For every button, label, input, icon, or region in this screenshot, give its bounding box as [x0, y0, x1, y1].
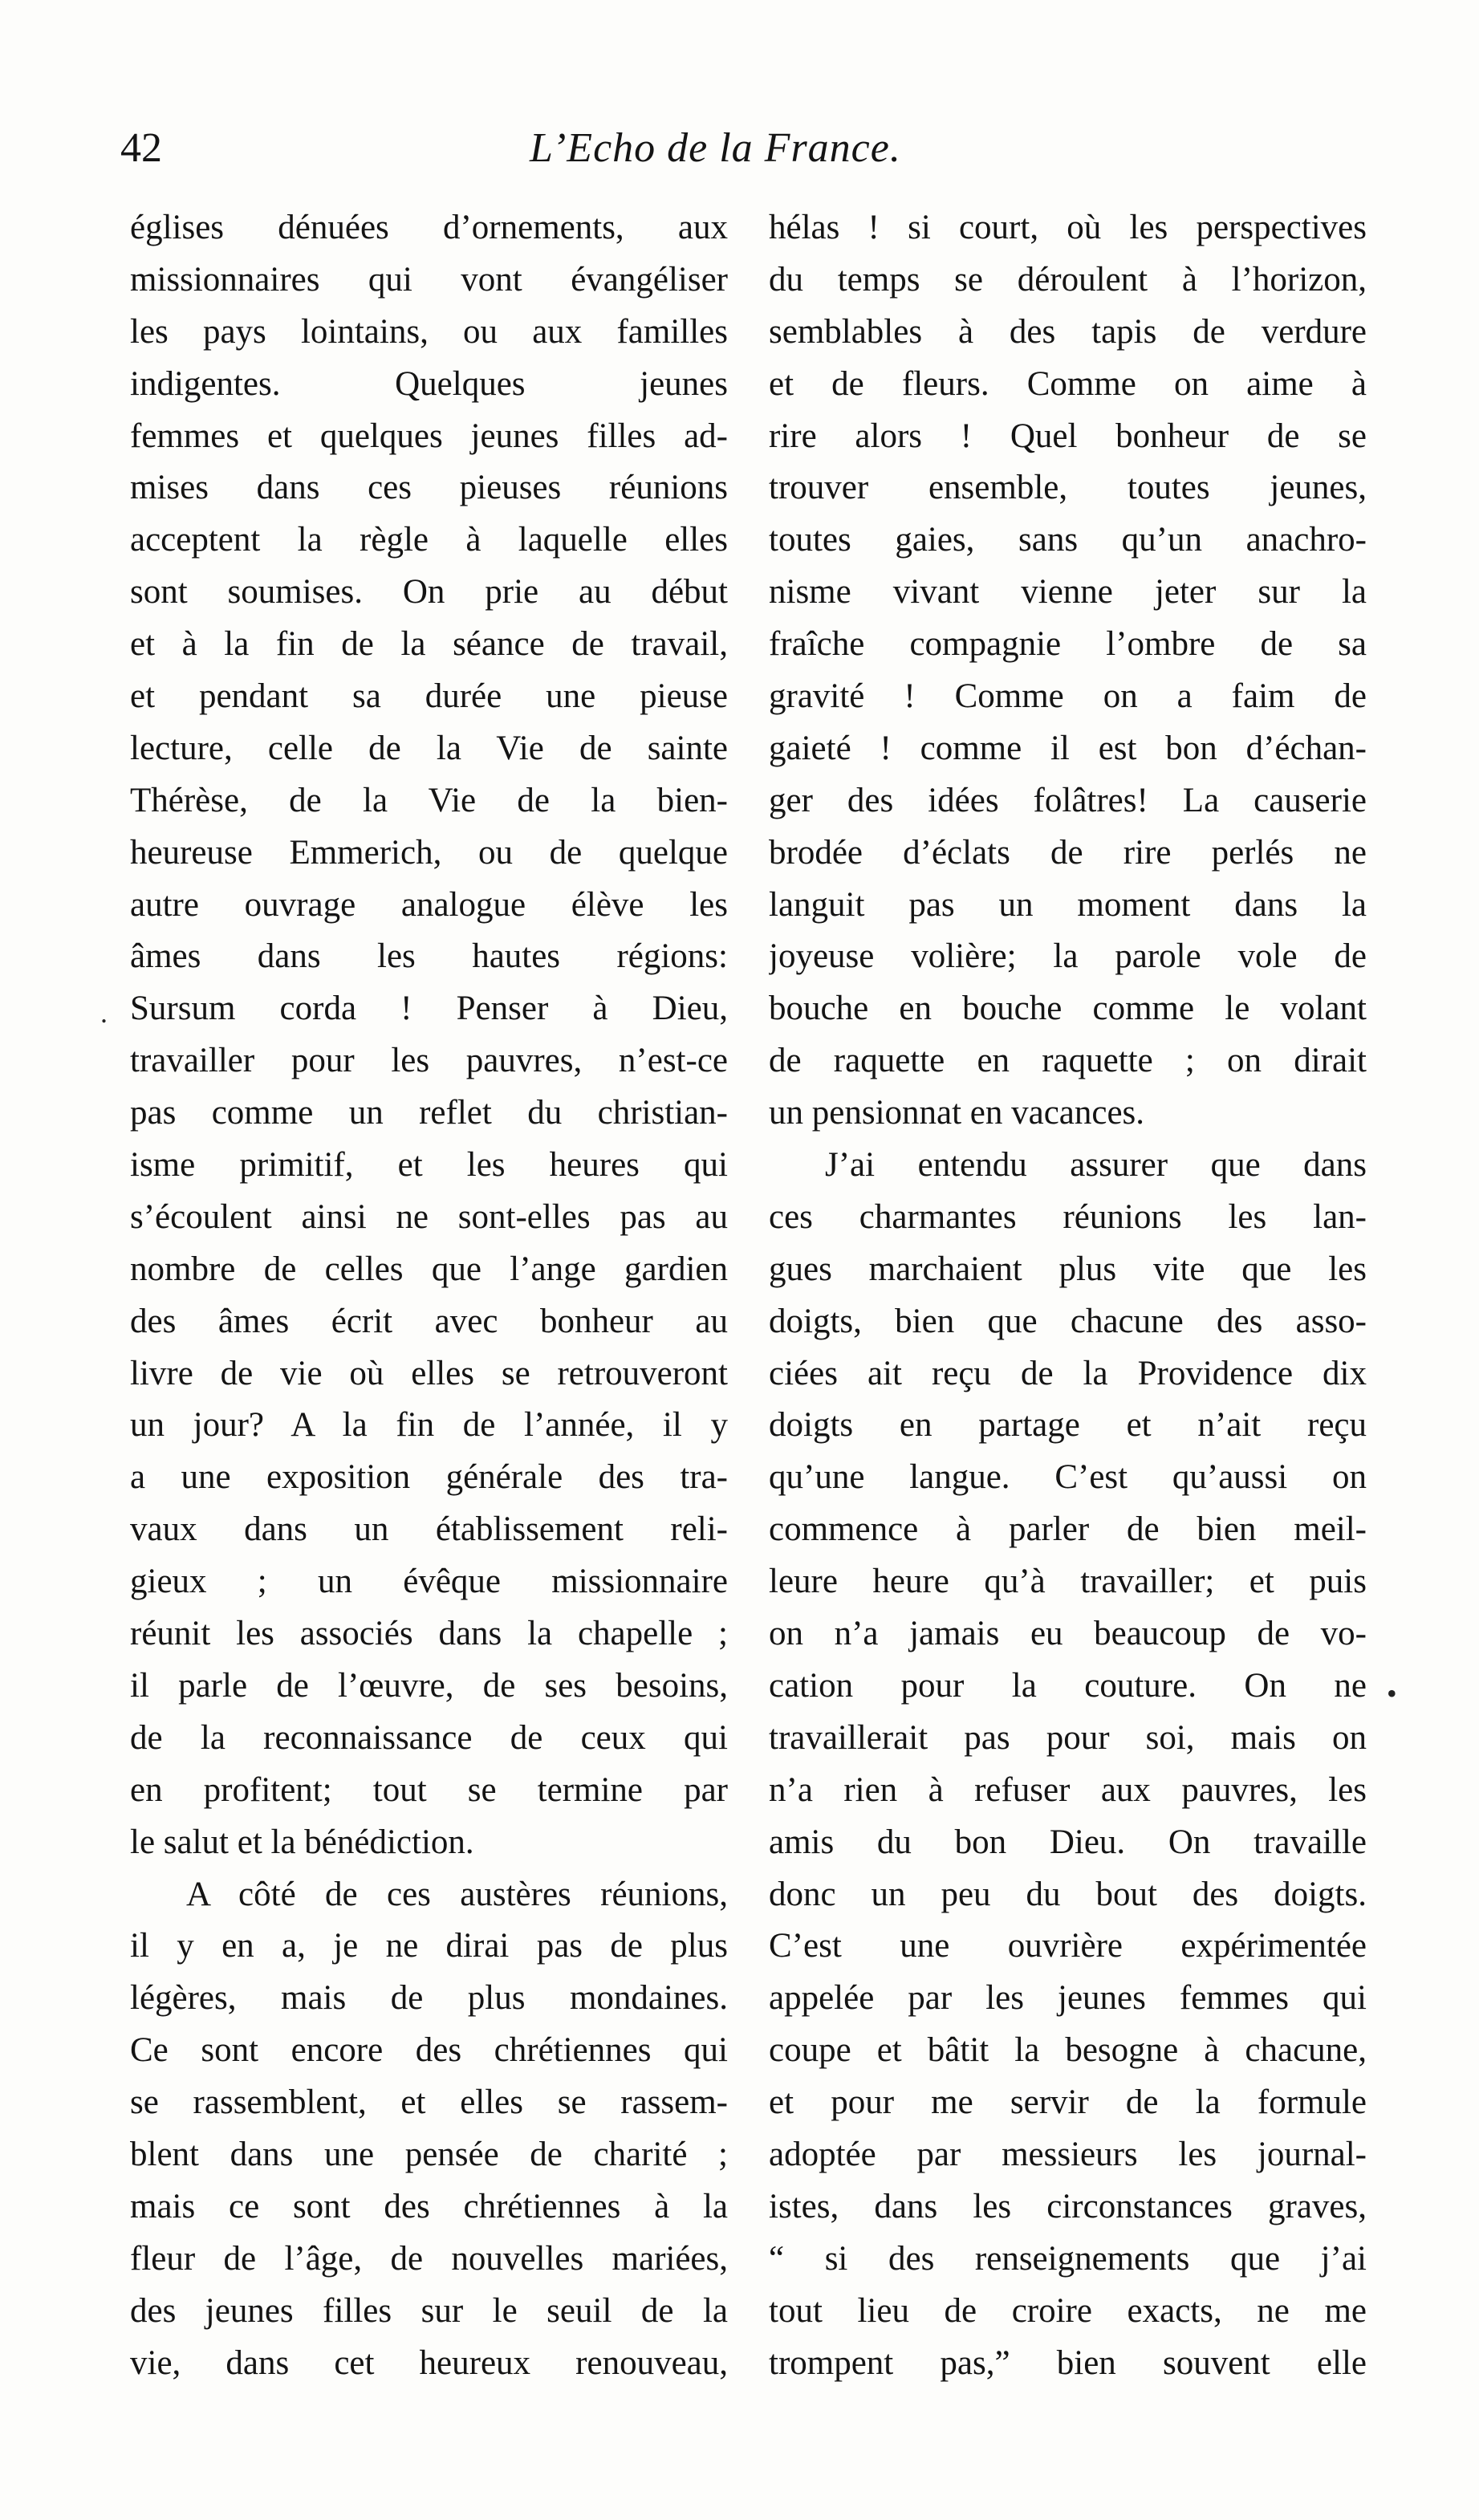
text-line: C’est une ouvrière expérimentée	[769, 1927, 1367, 1965]
text-line: adoptée par messieurs les journal-	[769, 2135, 1367, 2173]
text-line: le salut et la bénédiction.	[130, 1823, 474, 1861]
text-line: Sursum corda ! Penser à Dieu,	[130, 990, 728, 1028]
text-line: se rassemblent, et elles se rassem-	[130, 2083, 728, 2122]
text-line: les pays lointains, ou aux familles	[130, 312, 728, 351]
text-line: trompent pas,” bien souvent elle	[769, 2343, 1367, 2382]
text-line: ces charmantes réunions les lan-	[769, 1197, 1367, 1236]
left-column	[130, 202, 728, 2389]
text-line: et pour me servir de la formule	[769, 2083, 1367, 2122]
text-line: qu’une langue. C’est qu’aussi on	[769, 1458, 1367, 1497]
text-line: brodée d’éclats de rire perlés ne	[769, 833, 1367, 872]
text-line: nisme vivant vienne jeter sur la	[769, 573, 1367, 612]
text-line: amis du bon Dieu. On travaille	[769, 1823, 1367, 1861]
text-line: s’écoulent ainsi ne sont-elles pas au	[130, 1197, 728, 1236]
text-line: églises dénuées d’ornements, aux	[130, 209, 728, 246]
text-line: indigentes. Quelques jeunes	[130, 364, 728, 403]
text-line: sont soumises. On prie au début	[130, 573, 728, 612]
text-line: gues marchaient plus vite que les	[769, 1250, 1367, 1288]
text-line: et à la fin de la séance de travail,	[130, 625, 728, 664]
text-line: rire alors ! Quel bonheur de se	[769, 417, 1367, 455]
text-line: coupe et bâtit la besogne à chacune,	[769, 2031, 1367, 2070]
text-line: doigts, bien que chacune des asso-	[769, 1302, 1367, 1340]
text-line: de la reconnaissance de ceux qui	[130, 1718, 728, 1757]
text-line: un jour? A la fin de l’année, il y	[130, 1406, 728, 1445]
text-line: mais ce sont des chrétiennes à la	[130, 2187, 728, 2225]
text-line: doigts en partage et n’ait reçu	[769, 1406, 1367, 1445]
text-line: Ce sont encore des chrétiennes qui	[130, 2031, 728, 2070]
text-line: appelée par les jeunes femmes qui	[769, 1979, 1367, 2018]
right-column	[769, 202, 1367, 2389]
text-line: ger des idées folâtres! La causerie	[769, 781, 1367, 819]
text-line: joyeuse volière; la parole vole de	[769, 937, 1367, 976]
text-line: acceptent la règle à laquelle elles	[130, 521, 728, 559]
text-line: vie, dans cet heureux renouveau,	[130, 2343, 728, 2382]
running-title: L’Echo de la France.	[530, 125, 901, 171]
text-line: des jeunes filles sur le seuil de la	[130, 2291, 728, 2330]
text-line: leure heure qu’à travailler; et puis	[769, 1563, 1367, 1601]
page-number: 42	[120, 125, 162, 171]
text-line: commence à parler de bien meil-	[769, 1510, 1367, 1549]
text-line: trouver ensemble, toutes jeunes,	[769, 469, 1367, 507]
text-line: J’ai entendu assurer que dans	[825, 1146, 1367, 1185]
text-line: A côté de ces austères réunions,	[186, 1875, 728, 1913]
text-line: lecture, celle de la Vie de sainte	[130, 729, 728, 767]
text-line: du temps se déroulent à l’horizon,	[769, 260, 1367, 299]
text-line: tout lieu de croire exacts, ne me	[769, 2291, 1367, 2330]
text-line: un pensionnat en vacances.	[769, 1094, 1145, 1132]
text-line: livre de vie où elles se retrouveront	[130, 1354, 728, 1392]
text-line: autre ouvrage analogue élève les	[130, 885, 728, 924]
text-line: et de fleurs. Comme on aime à	[769, 364, 1367, 403]
margin-bullet-mark: •	[1387, 1677, 1397, 1709]
text-line: languit pas un moment dans la	[769, 885, 1367, 924]
text-line: réunit les associés dans la chapelle ;	[130, 1615, 728, 1653]
text-line: Thérèse, de la Vie de la bien-	[130, 781, 728, 819]
text-line: “ si des renseignements que j’ai	[769, 2239, 1367, 2278]
text-line: des âmes écrit avec bonheur au	[130, 1302, 728, 1340]
text-line: istes, dans les circonstances graves,	[769, 2187, 1367, 2225]
text-line: nombre de celles que l’ange gardien	[130, 1250, 728, 1288]
text-line: cation pour la couture. On ne	[769, 1666, 1367, 1705]
text-line: travaillerait pas pour soi, mais on	[769, 1718, 1367, 1757]
text-line: légères, mais de plus mondaines.	[130, 1979, 728, 2018]
text-line: blent dans une pensée de charité ;	[130, 2135, 728, 2173]
text-line: semblables à des tapis de verdure	[769, 312, 1367, 351]
text-line: fraîche compagnie l’ombre de sa	[769, 625, 1367, 664]
text-line: isme primitif, et les heures qui	[130, 1146, 728, 1185]
text-line: toutes gaies, sans qu’un anachro-	[769, 521, 1367, 559]
text-line: il parle de l’œuvre, de ses besoins,	[130, 1666, 728, 1705]
text-line: bouche en bouche comme le volant	[769, 990, 1367, 1028]
text-line: fleur de l’âge, de nouvelles mariées,	[130, 2239, 728, 2278]
text-line: de raquette en raquette ; on dirait	[769, 1042, 1367, 1080]
text-line: heureuse Emmerich, ou de quelque	[130, 833, 728, 872]
text-line: gravité ! Comme on a faim de	[769, 677, 1367, 716]
margin-dot-mark: .	[100, 997, 108, 1029]
text-line: il y en a, je ne dirai pas de plus	[130, 1927, 728, 1965]
text-line: femmes et quelques jeunes filles ad-	[130, 417, 728, 455]
text-line: n’a rien à refuser aux pauvres, les	[769, 1770, 1367, 1809]
text-line: donc un peu du bout des doigts.	[769, 1875, 1367, 1913]
text-line: travailler pour les pauvres, n’est-ce	[130, 1042, 728, 1080]
text-line: a une exposition générale des tra-	[130, 1458, 728, 1497]
text-line: et pendant sa durée une pieuse	[130, 677, 728, 716]
text-line: mises dans ces pieuses réunions	[130, 469, 728, 507]
text-line: gieux ; un évêque missionnaire	[130, 1563, 728, 1601]
text-line: pas comme un reflet du christian-	[130, 1094, 728, 1132]
text-line: ciées ait reçu de la Providence dix	[769, 1354, 1367, 1392]
page-header	[120, 120, 1372, 177]
text-line: hélas ! si court, où les perspectives	[769, 209, 1367, 246]
text-line: on n’a jamais eu beaucoup de vo-	[769, 1615, 1367, 1653]
text-line: en profitent; tout se termine par	[130, 1770, 728, 1809]
text-line: vaux dans un établissement reli-	[130, 1510, 728, 1549]
text-line: gaieté ! comme il est bon d’échan-	[769, 729, 1367, 767]
text-line: âmes dans les hautes régions:	[130, 937, 728, 976]
text-line: missionnaires qui vont évangéliser	[130, 260, 728, 299]
